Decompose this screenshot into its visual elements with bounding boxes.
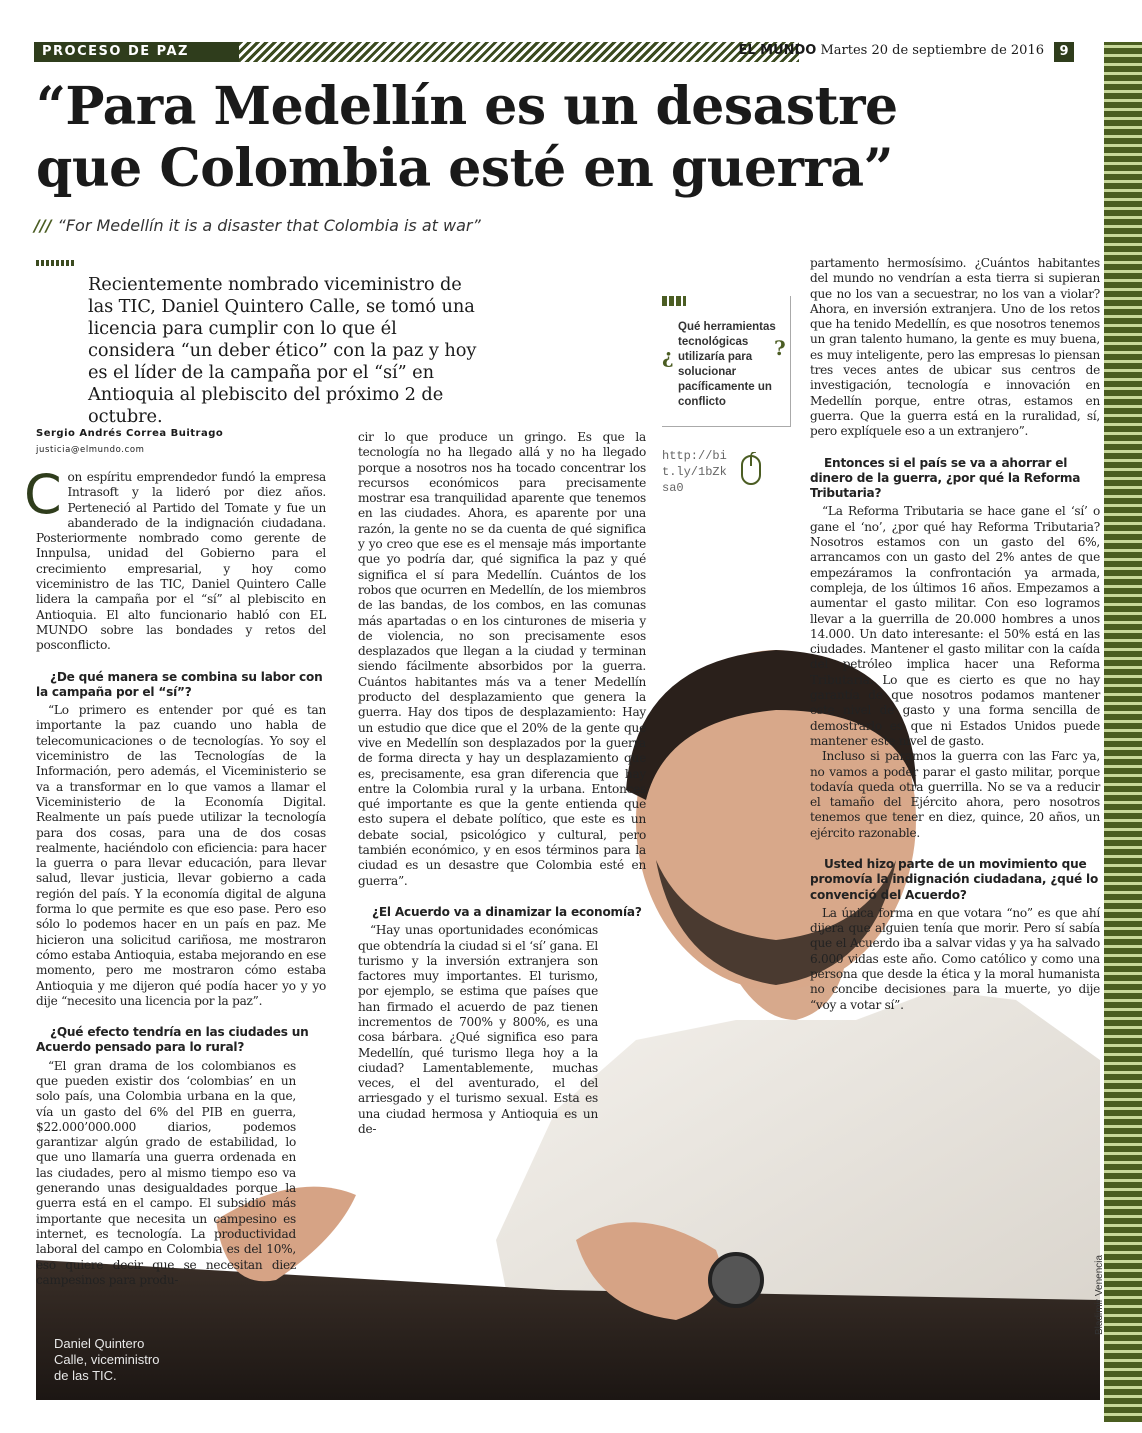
mouse-icon [740,452,762,486]
column-3 [810,256,1100,1013]
issue-date: Martes 20 de septiembre de 2016 [820,43,1044,58]
dateline [738,43,1044,58]
section-label: PROCESO DE PAZ [34,42,239,62]
intro-paragraph: on espíritu emprendedor fundó la empresa Intrasoft y la lideró por diez años. Perteneció al Partido del Tomate y fue un abanderado de la indignación ciudadana. Posteriormente nombrado como gerente de Innpulsa, unidad del Gobierno para el crecimiento empresarial, y hoy como viceministro de las TIC, Daniel Quintero Calle lidera la campaña por el “sí” al plebiscito en Antioquia. El alto funcionario habló con EL MUNDO sobre las bondades y retos del posconflicto. [36,470,326,653]
answer-2-continued: cir lo que produce un gringo. Es que la tecnología no ha llegado allá y no ha llegado porque a nosotros nos ha tocado concentrar los recursos económicos para precisamente mostrar esa tranquilidad aparente que tenemos en las ciudades. Ahora, es aparente por una razón, la gente no se da cuenta de qué significa y yo creo que ese es el mensaje más importante que yo podría dar, qué significa la paz y qué significa el sí para Medellín. Cuántos de los robos que ocurren en Medellín, de los miembros de las bandas, de los combos, en las comunas más apartadas o en los cinturones de miseria y de violencia, no son precisamente esos desplazados que llegan a la ciudad y terminan siendo fácilmente absorbidos por la guerra. Cuántos habitantes más va a tener Medellín producto del desplazamiento que genera la guerra. Hay dos tipos de desplazamiento: Hay un estudio que dice que el 20% de la gente que vive en Medellín son desplazados por la guerra de forma directa y hay un desplazamiento que es, precisamente, esa gran diferencia que hay entre la Colombia rural y la urbana. Entonces qué importante es que la gente entienda que esto supera el debate político, que este es un debate social, psicológico y cultural, pero también económico, y en esos términos para la ciudad es un desastre que Colombia esté en guerra”. [358,430,646,888]
paper-name: EL MUNDO [738,43,817,58]
headline: “Para Medellín es un desastre que Colombia esté en guerra” [36,76,898,199]
question-5: Usted hizo parte de un movimiento que promovía la indignación ciudadana, ¿qué lo convenció del Acuerdo? [810,856,1099,902]
answer-1: “Lo primero es entender por qué es tan importante la paz cuando uno habla de telecomunicaciones o de tecnologías. Yo soy el viceministro de las Tecnologías de la Información, pero además, el Viceministerio se va a transformar en lo que vamos a llamar el Viceministerio de la Economía Digital. Realmente un país puede utilizar la tecnología para dos cosas, para una de dos cosas realmente, haciéndolo con eficiencia: para hacer la guerra o para llevar educación, para llevar salud, llevar justicia, llevar gobierno a cada región del país. Y la economía digital de alguna forma lo que permite es que eso pase. Pero eso sólo lo podemos hacer en un país en paz. Me hicieron una solicitud cariñosa, me mostraron cómo estaba Antioquia, estaba mejorando en ese momento, pero me mostraron cómo estaba Antioquia y me dijeron qué podía hacer yo y yo dije “necesito una licencia por la paz”. [36,703,326,1008]
photo-caption: Daniel Quintero Calle, viceministro de las TIC. [54,1336,160,1383]
subtitle-marks: /// [34,216,52,235]
answer-4b: Incluso si paramos la guerra con las Farc ya, no vamos a poder parar el gasto militar, porque todavía queda otra guerrilla. No se va a reducir el tamaño del Ejército ahora, pero nosotros tenemos que tener en diez, quince, 20 años, un ejército razonable. [810,749,1100,840]
tech-question-box [662,296,791,427]
subtitle [34,216,481,235]
author-email: justicia@elmundo.com [36,445,145,455]
column-1 [24,463,326,1288]
short-link[interactable]: http://bit.ly/1bZksa0 [662,449,727,495]
open-question-mark: ¿ [662,344,674,368]
question-4: Entonces si el país se va a ahorrar el dinero de la guerra, ¿por qué la Reforma Tributaria? [810,455,1081,501]
photo-credit: Bladimir Venencia [1094,1254,1105,1335]
lede-marker [36,260,74,266]
page-number: 9 [1054,42,1074,62]
lede: Recientemente nombrado viceministro de las TIC, Daniel Quintero Calle, se tomó una licencia para cumplir con lo que él considera “un deber ético” con la paz y hoy es el líder de la campaña por el “sí” en Antioquia al plebiscito del próximo 2 de octubre. [88,274,477,427]
box-marker [662,296,686,306]
answer-3-continued: partamento hermosísimo. ¿Cuántos habitantes del mundo no vendrían a esta tierra si supieran que no los van a secuestrar, no los van a violar? Ahora, en inversión extranjera. Uno de los retos que ha tenido Medellín, es que nosotros tenemos un gran talento humano, la gente es muy buena, es muy inteligente, pero las empresas lo piensan tres veces antes de ubicar sus centros de investigación, tecnología e innovación en Medellín porque, entre otras, estamos en guerra. Que la guerra está en la ruralidad, sí, pero explíquele eso a un extranjero”. [810,256,1100,439]
column-2 [358,430,646,1137]
answer-3: “Hay unas oportunidades económicas que obtendría la ciudad si el ‘sí’ gana. El turismo y la inversión extranjera son factores muy importantes. El turismo, por ejemplo, se estima que países que han firmado el acuerdo de paz tienen incrementos de 700% y 800%, es una cosa bárbara. ¿Qué significa eso para Medellín, qué turismo llega hoy a la ciudad? Lamentablemente, muchas veces, el del aventurado, el del arriesgado y el turismo sexual. Esta es una ciudad hermosa y Antioquia es un de- [358,923,598,1137]
question-3: ¿El Acuerdo va a dinamizar la economía? [372,904,642,919]
answer-2: “El gran drama de los colombianos es que pueden existir dos ‘colombias’ en un solo país, una Colombia urbana en la que, vía un gasto del 6% del PIB en guerra, $22.000’000.000 diarios, podemos garantizar algún grado de estabilidad, lo que uno llamaría una guerra ordenada en las ciudades, pero al mismo tiempo eso va generando unas desigualdades porque la guerra está en el campo. El subsidio más importante que necesita un campesino es internet, es tecnología. La productividad laboral del campo en Colombia es del 10%, eso quiere decir que se necesitan diez campesinos para produ- [36,1058,296,1287]
watch [710,1254,762,1306]
close-question-mark: ? [774,336,786,360]
question-2: ¿Qué efecto tendría en las ciudades un Acuerdo pensado para lo rural? [36,1025,309,1055]
question-1: ¿De qué manera se combina su labor con la campaña por el “sí”? [36,669,323,699]
section-header-bar [34,42,1074,62]
box-question: Qué herramientas tecnológicas utilizaría para solucionar pacíficamente un conflicto [678,321,776,408]
byline: Sergio Andrés Correa Buitrago [36,428,224,439]
dropcap: C [24,463,62,526]
header-stripe [239,42,799,62]
side-decoration-bar [1104,42,1142,1422]
answer-5: La única forma en que votara “no” es que ahí dijera que alguien tenía que morir. Pero sí sabía que el Acuerdo iba a salvar vidas y ya ha salvado 6.000 vidas este año. Como católico y como una persona que desde la ética y la moral humanista no concibe decisiones para la muerte, yo dije “voy a votar sí”. [810,905,1100,1012]
answer-4: “La Reforma Tributaria se hace gane el ‘sí’ o gane el ‘no’, ¿por qué hay Reforma Tributaria? Nosotros estamos con un gasto del 6%, arrancamos con un gasto del 2% antes de que empezáramos la confrontación ya armada, compleja, de los últimos 16 años. Empezamos a aumentar el gasto militar. Con eso logramos llevar a la guerrilla de 20.000 hombres a unos 14.000. Un dato interesante: el 50% está en las ciudades. Mantener el gasto militar con la caída del petróleo implica hacer una Reforma Tributaria. Lo que es cierto es que no hay garantía de que nosotros podamos mantener este nivel de gasto y una forma sencilla de demostrarlo es que ni Estados Unidos puede mantener este nivel de gasto. [810,504,1100,748]
subtitle-text: “For Medellín it is a disaster that Colombia is at war” [57,216,481,235]
